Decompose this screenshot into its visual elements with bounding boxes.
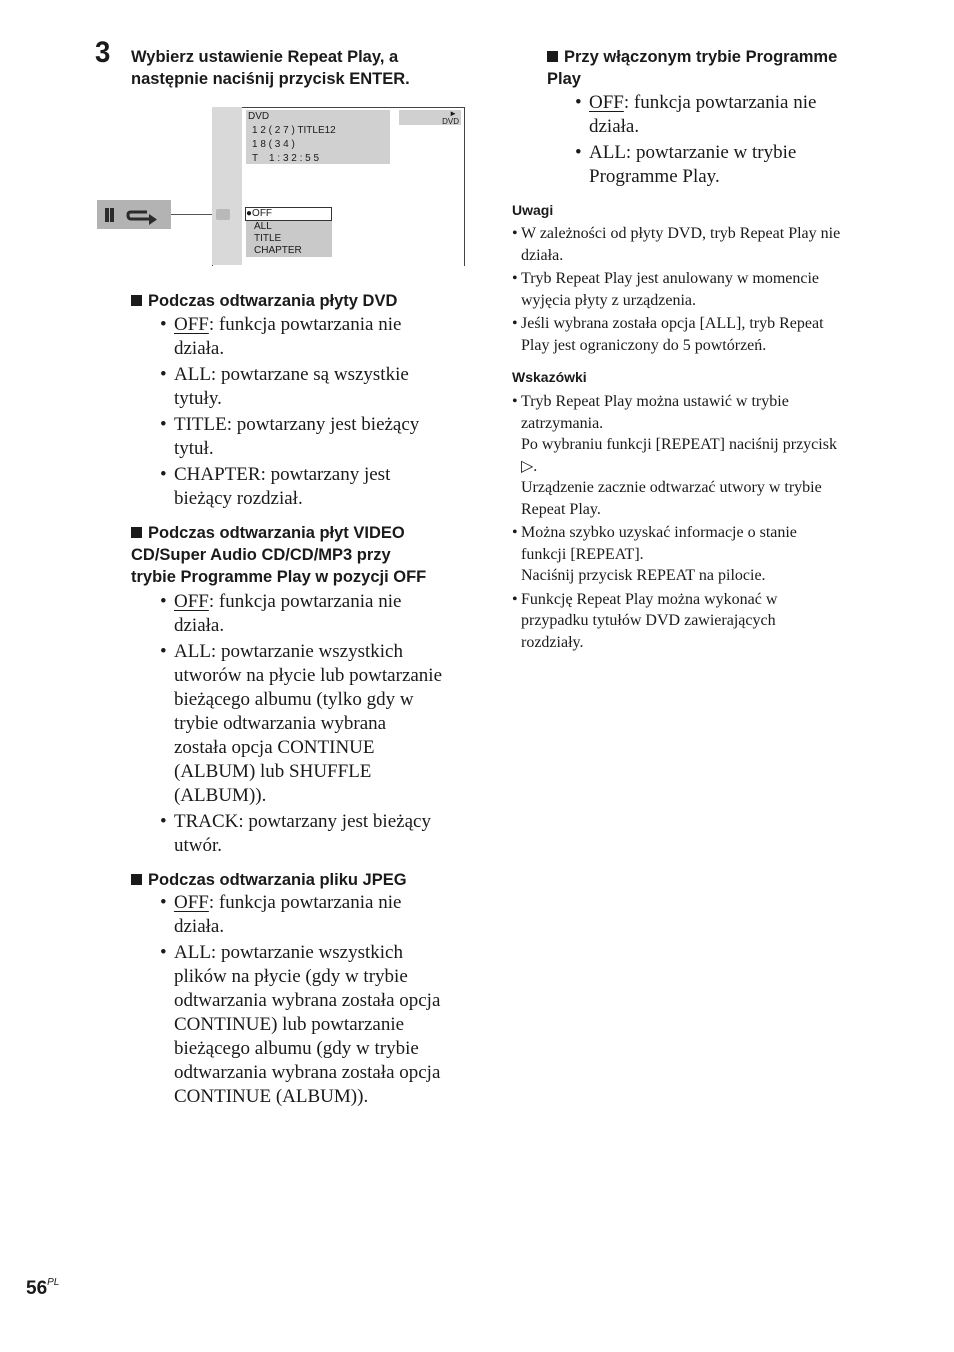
repeat-menu [246, 207, 332, 257]
list-item: • Funkcję Repeat Play można wykonać w przypadku tytułów DVD zawierających rozdziały. [512, 590, 778, 651]
list-item: • ALL: powtarzanie w trybie Programme Play. [575, 142, 797, 187]
list-item: • ALL: powtarzanie wszystkich plików na płycie (gdy w trybie odtwarzania wybrana została opcja CONTINUE) lub powtarzanie bieżącego albumu (gdy w trybie odtwarzania wybrana została opcja CONTINUE (ALBUM)). [160, 942, 441, 1107]
callout-marker [216, 209, 230, 220]
list-item: • Można szybko uzyskać informacje o stanie funkcji [REPEAT]. Naciśnij przycisk REPEAT na pilocie. [512, 524, 797, 584]
list-item: • CHAPTER: powtarzany jest bieżący rozdział. [160, 464, 391, 509]
page-number: $56^{PL}$ [26, 1276, 60, 1299]
section-heading-jpeg: Podczas odtwarzania pliku JPEG [131, 869, 407, 891]
osd-info-line-3: T 1 : 3 2 : 5 5 [252, 153, 320, 164]
osd-info-line-1: 1 2 ( 2 7 ) TITLE12 [252, 125, 336, 136]
section-heading-vcd: Podczas odtwarzania płyt VIDEO CD/Super Audio CD/CD/MP3 przy trybie Programme Play w pozycji OFF [131, 524, 427, 586]
section-vcd-list [160, 590, 474, 858]
osd-left-strip [212, 107, 242, 265]
section-heading-dvd: Podczas odtwarzania płyty DVD [131, 290, 397, 312]
repeat-option-all[interactable]: ALL [254, 221, 272, 232]
osd-info-title: DVD [248, 111, 270, 122]
list-item: • TRACK: powtarzany jest bieżący utwór. [160, 811, 431, 856]
notes-heading: Uwagi [512, 202, 554, 218]
osd-info-panel [246, 110, 390, 164]
osd-status-panel [399, 110, 461, 125]
list-item: • W zależności od płyty DVD, tryb Repeat Play nie działa. [512, 225, 841, 264]
list-item: • Tryb Repeat Play jest anulowany w momencie wyjęcia płyty z urządzenia. [512, 270, 820, 309]
control-bar-icons [97, 200, 171, 229]
section-heading-programme: Przy włączonym trybie Programme Play [547, 48, 838, 88]
play-icon: ► [449, 109, 457, 118]
list-item: • TITLE: powtarzany jest bieżący tytuł. [160, 414, 420, 459]
repeat-option-chapter[interactable]: CHAPTER [254, 245, 302, 256]
step-number: 3 [95, 36, 111, 69]
step-line-2: następnie naciśnij przycisk ENTER. [131, 70, 410, 88]
osd-disc-label: DVD [442, 117, 459, 126]
list-item: • Jeśli wybrana została opcja [ALL], tryb Repeat Play jest ograniczony do 5 powtórzeń. [512, 315, 824, 354]
repeat-option-off[interactable]: ●OFF [245, 207, 332, 221]
play-button-icon: ▷. [521, 457, 538, 475]
repeat-option-title[interactable]: TITLE [254, 233, 282, 244]
step-instruction [131, 46, 471, 90]
repeat-icon [97, 200, 171, 229]
tips-list [512, 391, 901, 653]
section-dvd-list [160, 313, 474, 511]
section-jpeg-list [160, 891, 474, 1109]
list-item: • OFF: funkcja powtarzania nie działa. [160, 591, 402, 636]
section-programme-list [575, 91, 919, 189]
tips-heading: Wskazówki [512, 369, 587, 385]
list-item: • Tryb Repeat Play można ustawić w trybie zatrzymania. Po wybraniu funkcji [REPEAT] naciśnij przycisk ▷. Urządzenie zacznie odtwarzać utwory w trybie Repeat Play. [512, 393, 837, 518]
osd-info-line-2: 1 8 ( 3 4 ) [252, 139, 295, 150]
step-line-1: Wybierz ustawienie Repeat Play, a [131, 48, 399, 66]
list-item: • OFF: funkcja powtarzania nie działa. [575, 92, 817, 137]
list-item: • OFF: funkcja powtarzania nie działa. [160, 892, 402, 937]
list-item: • ALL: powtarzane są wszystkie tytuły. [160, 364, 409, 409]
notes-list [512, 223, 901, 356]
list-item: • ALL: powtarzanie wszystkich utworów na płycie lub powtarzanie bieżącego albumu (tylko gdy w trybie odtwarzania wybrana została opcja CONTINUE (ALBUM) lub SHUFFLE (ALBUM)). [160, 641, 443, 806]
list-item: • OFF: funkcja powtarzania nie działa. [160, 314, 402, 359]
